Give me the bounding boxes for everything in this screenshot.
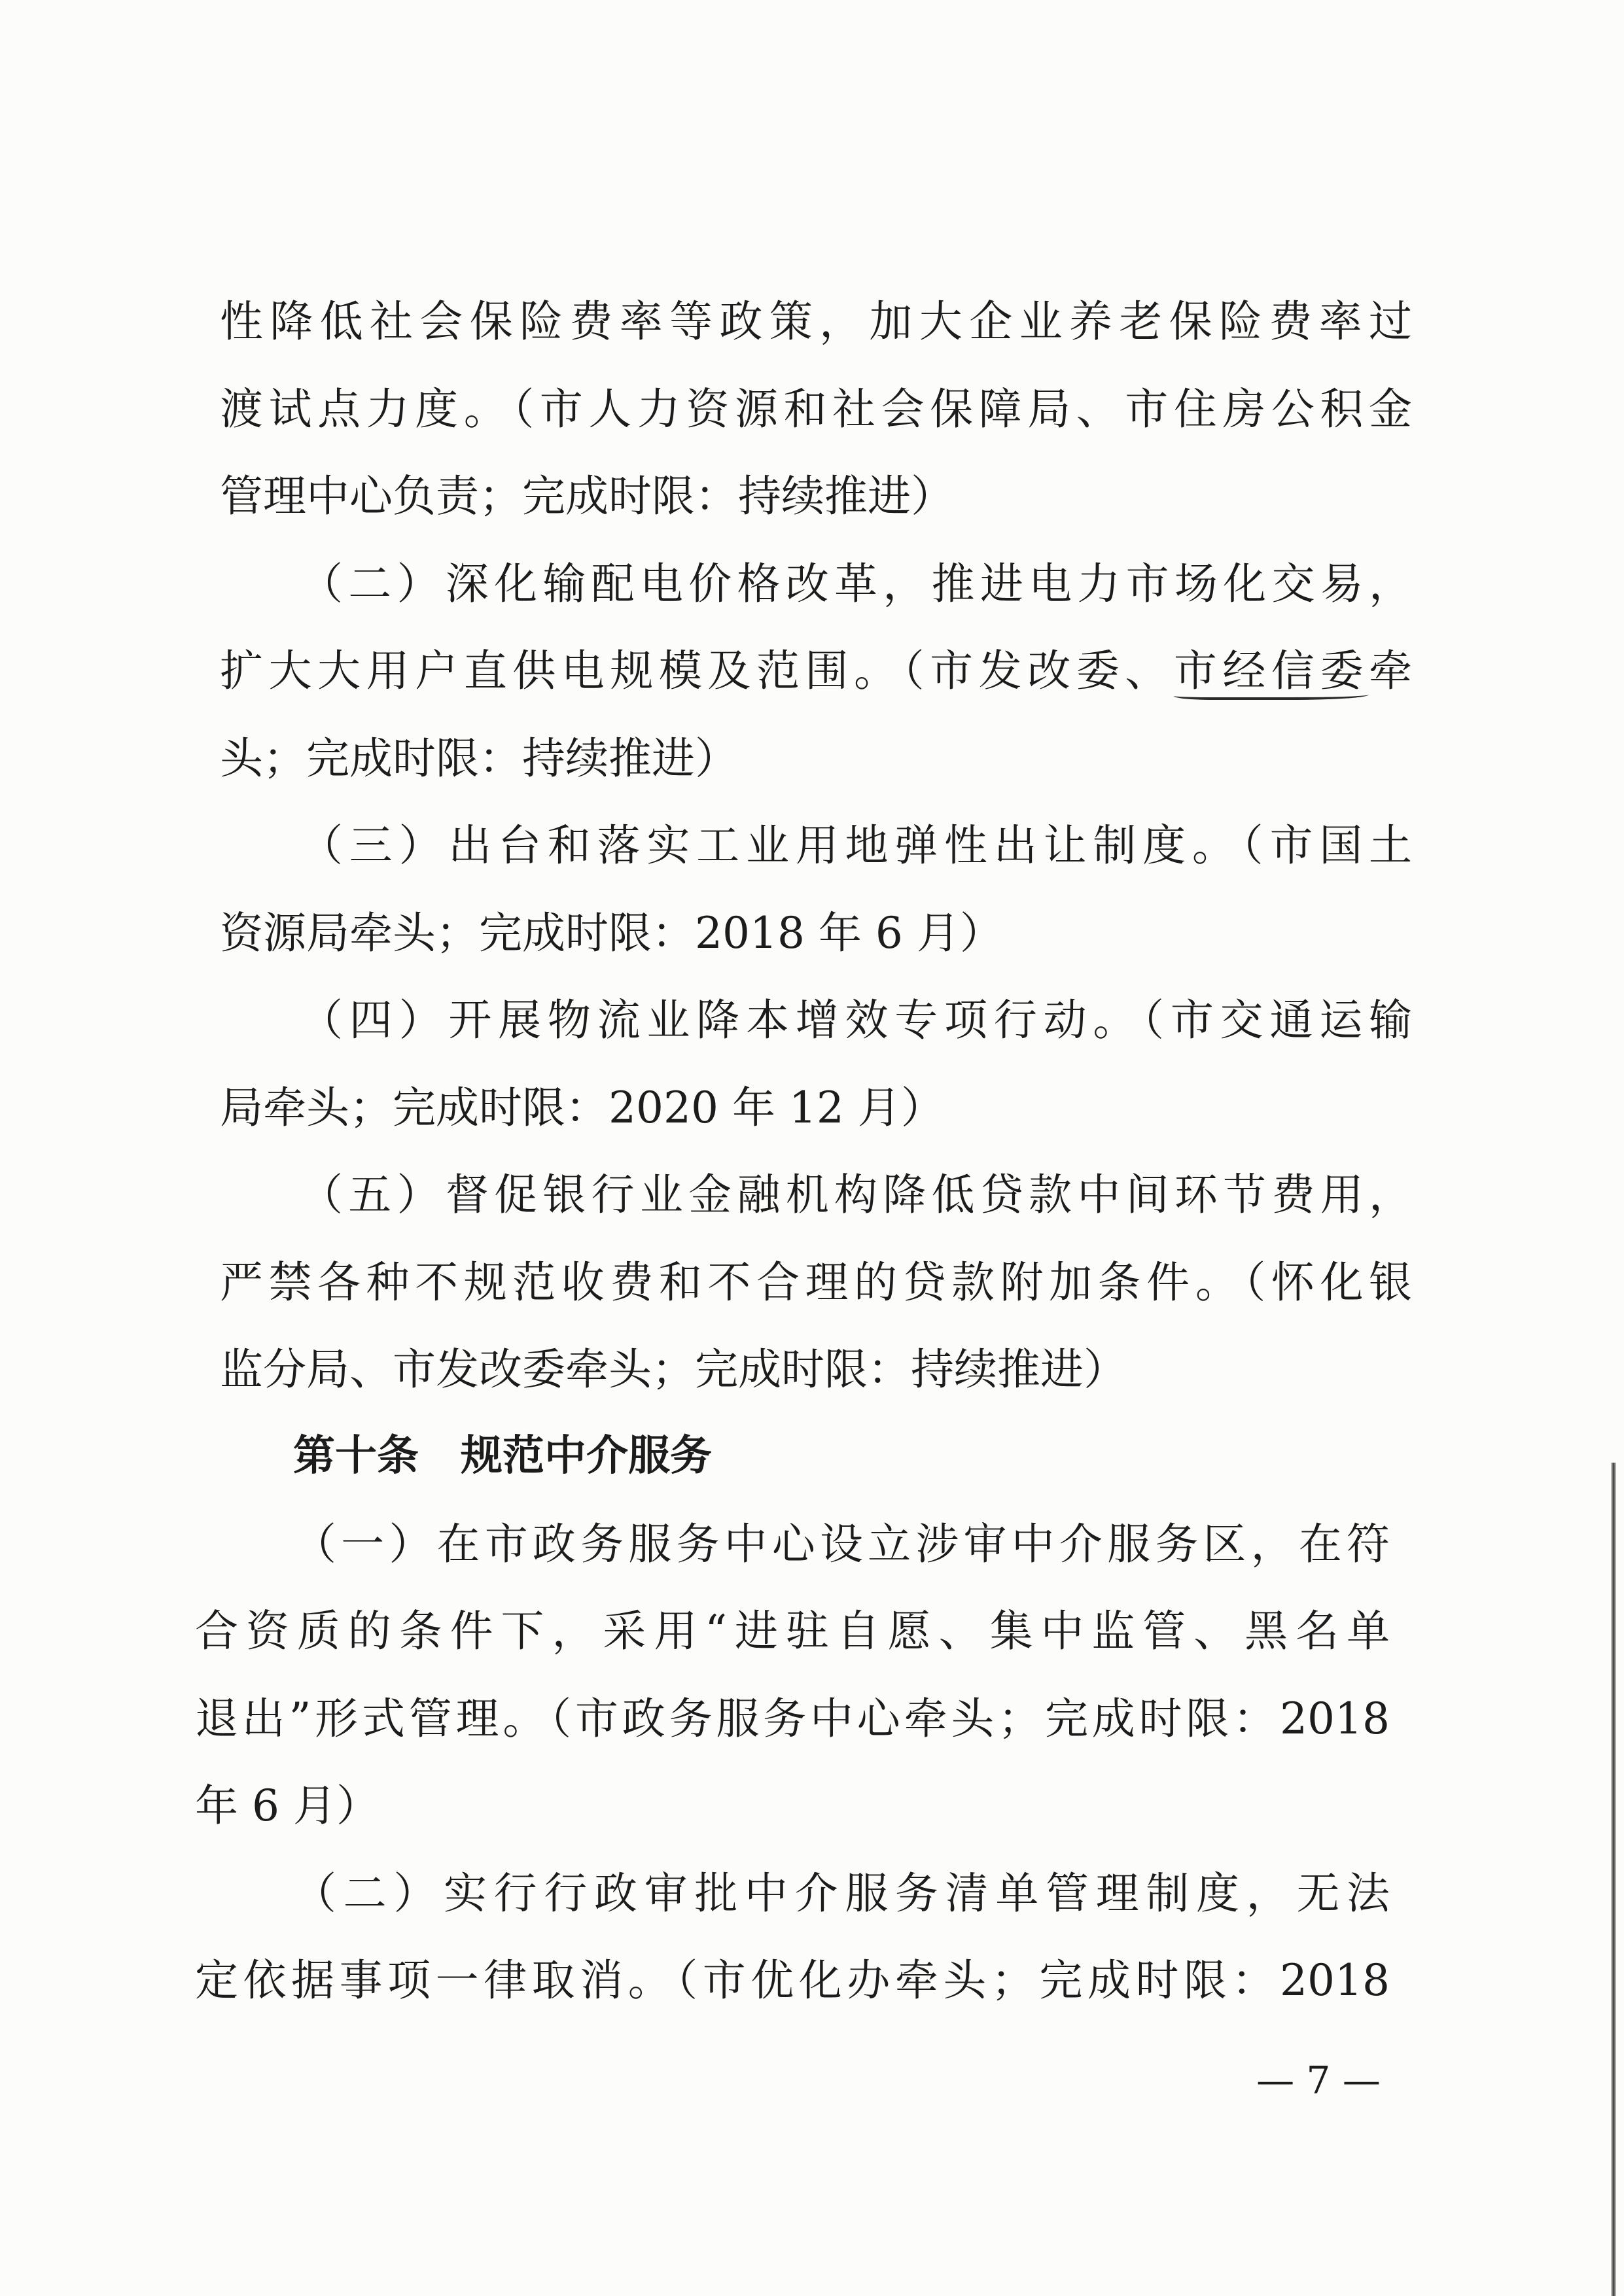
text-line: （一）在市政务服务中心设立涉审中介服务区，在符 <box>293 1518 1390 1569</box>
text-segment: 扩大大用户直供电规模及范围。（市发改委、 <box>220 646 1174 696</box>
article-10-section <box>195 1413 1390 2025</box>
text-line: 性降低社会保险费率等政策，加大企业养老保险费率过 <box>220 296 1412 347</box>
text-segment: 牵 <box>1369 646 1413 696</box>
scan-edge-shadow <box>1611 1463 1616 2296</box>
text-line: 头；完成时限：持续推进） <box>220 733 738 784</box>
text-line: （五）督促银行业金融机构降低贷款中间环节费用， <box>300 1170 1412 1220</box>
text-line: 严禁各种不规范收费和不合理的贷款附加条件。（怀化银 <box>220 1257 1412 1308</box>
text-line: 资源局牵头；完成时限：2018 年 6 月） <box>220 907 1003 958</box>
text-line: （二）深化输配电价格改革，推进电力市场化交易， <box>300 558 1412 609</box>
text-line: 局牵头；完成时限：2020 年 12 月） <box>220 1082 944 1133</box>
text-line: 年 6 月） <box>195 1781 380 1831</box>
pen-underlined-text: 市经信委 <box>1174 646 1369 700</box>
text-line: 监分局、市发改委牵头；完成时限：持续推进） <box>220 1344 1127 1395</box>
page-number: — 7 — <box>1256 2058 1381 2102</box>
continued-section <box>220 278 1412 1414</box>
text-line: （二）实行行政审批中介服务清单管理制度，无法 <box>293 1868 1390 1919</box>
text-line: （三）出台和落实工业用地弹性出让制度。（市国土 <box>300 820 1412 871</box>
text-line-with-pen-mark <box>220 627 1412 715</box>
article-heading: 第十条 规范中介服务 <box>293 1432 712 1480</box>
text-line: 管理中心负责；完成时限：持续推进） <box>220 471 954 521</box>
text-line: 渡试点力度。（市人力资源和社会保障局、市住房公积金 <box>220 383 1412 434</box>
text-line: （四）开展物流业降本增效专项行动。（市交通运输 <box>300 995 1412 1045</box>
text-line: 合资质的条件下，采用“进驻自愿、集中监管、黑名单 <box>195 1606 1390 1656</box>
text-line: 定依据事项一律取消。（市优化办牵头；完成时限：2018 <box>195 1955 1390 2006</box>
text-line: 退出”形式管理。（市政务服务中心牵头；完成时限：2018 <box>195 1693 1390 1744</box>
